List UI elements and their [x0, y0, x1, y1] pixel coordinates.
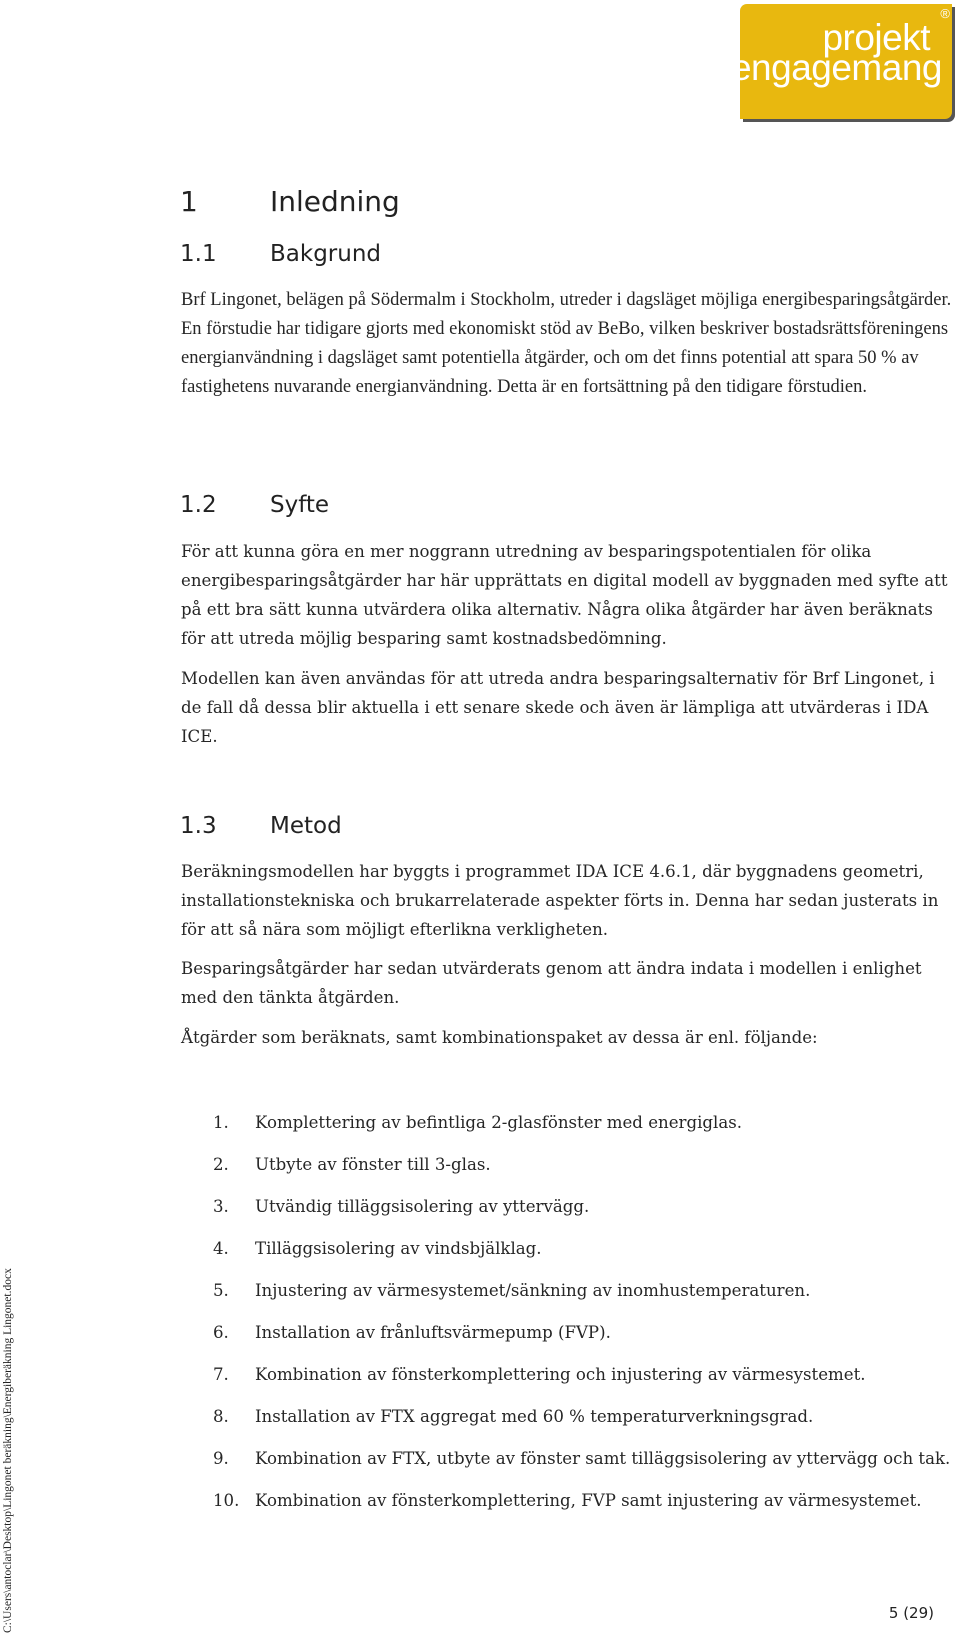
list-item [213, 1360, 958, 1389]
list-item-text: Utbyte av fönster till 3-glas. [255, 1155, 491, 1174]
section-title: Bakgrund [270, 241, 382, 267]
list-item [213, 1402, 958, 1431]
section-title: Syfte [270, 492, 330, 518]
list-item-text: Injustering av värmesystemet/sänkning av inomhustemperaturen. [255, 1281, 811, 1300]
chapter-number: 1 [180, 185, 198, 218]
list-item-number: 8. [213, 1407, 229, 1426]
section-heading-bakgrund [180, 241, 382, 267]
list-item [213, 1486, 958, 1515]
metod-paragraph-3: Åtgärder som beräknats, samt kombinationspaket av dessa är enl. följande: [181, 1028, 818, 1047]
list-item-text: Installation av FTX aggregat med 60 % temperaturverkningsgrad. [255, 1407, 814, 1426]
company-logo [730, 4, 952, 119]
list-item-text: Kombination av fönsterkomplettering och injustering av värmesystemet. [255, 1365, 866, 1384]
metod-paragraph-1: Beräkningsmodellen har byggts i programmet IDA ICE 4.6.1, där byggnadens geometri, installationstekniska och brukarrelaterade aspekter förts in. Denna har sedan justerats in för att så nära som möjligt efterlikna verkligheten. [181, 862, 939, 939]
list-item [213, 1150, 958, 1179]
list-item-number: 5. [213, 1281, 229, 1300]
bakgrund-paragraph: Brf Lingonet, belägen på Södermalm i Stockholm, utreder i dagsläget möjliga energibesparingsåtgärder. En förstudie har tidigare gjorts med ekonomiskt stöd av BeBo, vilken beskriver bostadsrättsföreningens energianvändning i dagsläget samt potentiella åtgärder, och om det finns potential att spara 50 % av fastighetens nuvarande energianvändning. Detta är en fortsättning på den tidigare förstudien. [181, 290, 952, 397]
list-item [213, 1444, 958, 1473]
measures-list [213, 1108, 958, 1528]
section-number: 1.2 [180, 492, 217, 518]
file-path-margin-text: C:\Users\antoclar\Desktop\Lingonet beräkning\Energiberäkning Lingonet.docx [2, 1268, 14, 1633]
list-item-number: 9. [213, 1449, 229, 1468]
list-item-number: 7. [213, 1365, 229, 1384]
list-item [213, 1108, 958, 1137]
logo-text-projekt: projekt [822, 17, 930, 58]
metod-paragraph-2: Besparingsåtgärder har sedan utvärderats genom att ändra indata i modellen i enlighet med den tänkta åtgärden. [181, 959, 922, 1007]
section-heading-syfte [180, 492, 330, 518]
list-item-number: 2. [213, 1155, 229, 1174]
logo-text-engagemang: engagemang [730, 47, 942, 88]
section-title: Metod [270, 813, 342, 839]
section-heading-metod [180, 813, 342, 839]
list-item [213, 1276, 958, 1305]
list-item-number: 3. [213, 1197, 229, 1216]
list-item-number: 4. [213, 1239, 229, 1258]
page-number: 5 (29) [888, 1604, 934, 1622]
syfte-paragraph-1: För att kunna göra en mer noggrann utredning av besparingspotentialen för olika energibesparingsåtgärder har här upprättats en digital modell av byggnaden med syfte att på ett bra sätt kunna utvärdera olika alternativ. Några olika åtgärder har även beräknats för att utreda möjlig besparing samt kostnadsbedömning. [181, 542, 948, 648]
syfte-paragraph-2: Modellen kan även användas för att utreda andra besparingsalternativ för Brf Lingonet, i de fall då dessa blir aktuella i ett senare skede och även är lämpliga att utvärderas i IDA ICE. [181, 669, 935, 746]
section-number: 1.1 [180, 241, 217, 267]
section-number: 1.3 [180, 813, 217, 839]
list-item [213, 1192, 958, 1221]
list-item-text: Kombination av FTX, utbyte av fönster samt tilläggsisolering av yttervägg och tak. [255, 1449, 951, 1468]
list-item-number: 6. [213, 1323, 229, 1342]
list-item-text: Installation av frånluftsvärmepump (FVP). [255, 1323, 611, 1342]
list-item [213, 1234, 958, 1263]
list-item-text: Komplettering av befintliga 2-glasfönster med energiglas. [255, 1113, 743, 1132]
list-item-number: 10. [213, 1491, 240, 1510]
logo-registered-mark: ® [940, 6, 950, 21]
chapter-title: Inledning [270, 185, 400, 218]
list-item [213, 1318, 958, 1347]
list-item-text: Utvändig tilläggsisolering av yttervägg. [255, 1197, 590, 1216]
list-item-number: 1. [213, 1113, 229, 1132]
chapter-heading [180, 185, 400, 218]
list-item-text: Kombination av fönsterkomplettering, FVP samt injustering av värmesystemet. [255, 1491, 922, 1510]
list-item-text: Tilläggsisolering av vindsbjälklag. [255, 1239, 542, 1258]
